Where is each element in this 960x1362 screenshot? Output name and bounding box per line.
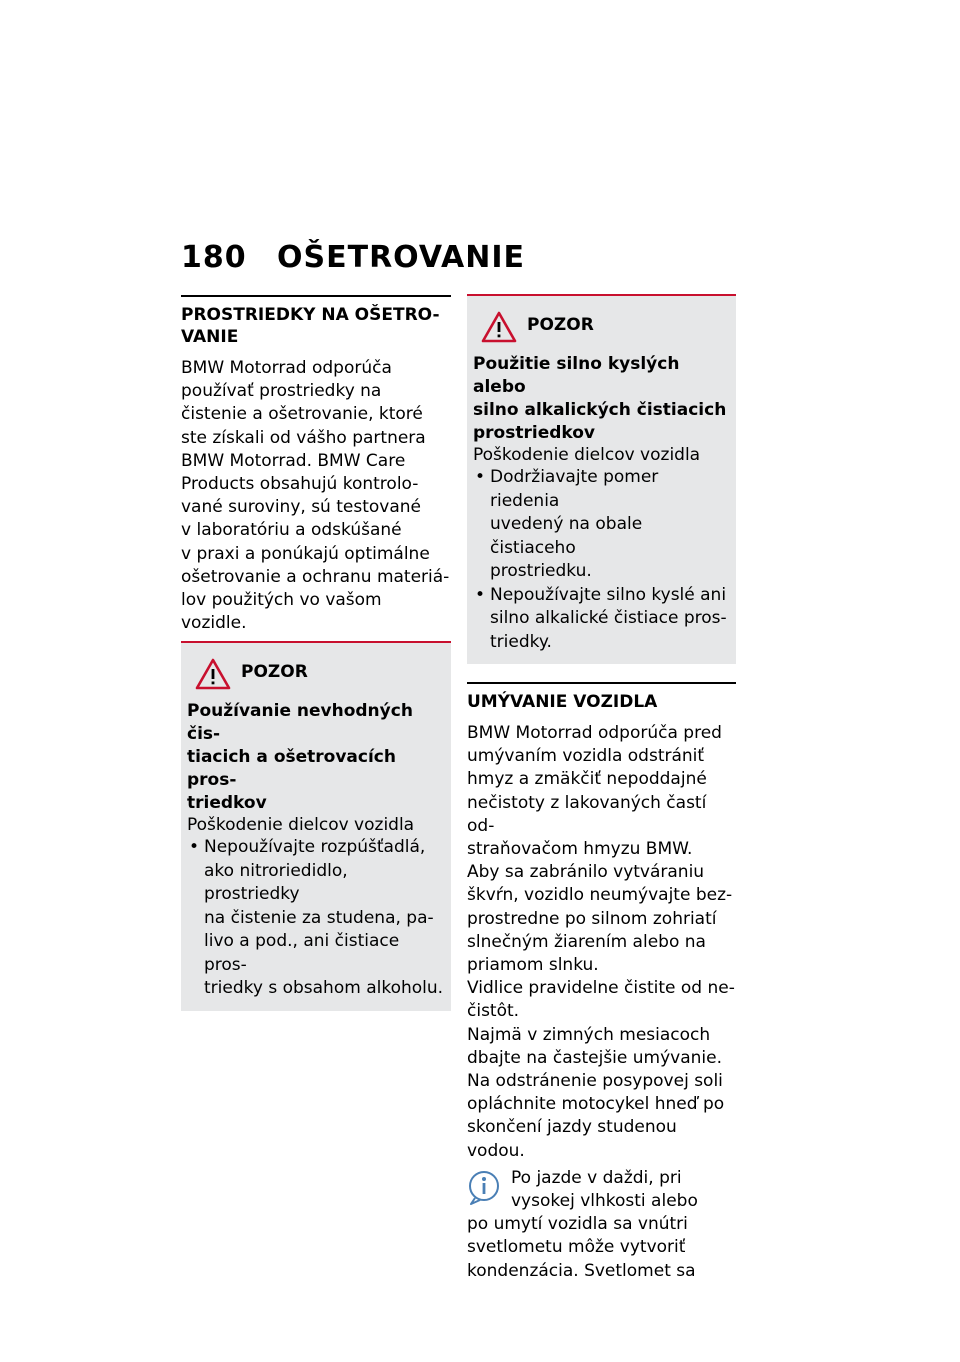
notice-header [473, 311, 730, 341]
bullet-item [187, 836, 445, 1001]
section-title-care-products [181, 304, 451, 348]
text-line: opláchnite motocykel hneď po [467, 1094, 725, 1115]
text-line: svetlometu môže vytvoriť [467, 1237, 686, 1258]
text-line: Na odstránenie posypovej soli [467, 1071, 723, 1092]
bullet-line: • Nepoužívajte silno kyslé ani [490, 584, 727, 605]
text-line: používať prostriedky na [181, 381, 382, 402]
notice-title-line: tiacich a ošetrovacích pros- [187, 747, 396, 791]
text-line: slnečným žiarením alebo na [467, 931, 706, 952]
notice-title [187, 700, 445, 815]
notice-title-line: prostriedkov [473, 423, 595, 443]
text-line: čistôt. [467, 1001, 520, 1022]
section-divider [181, 295, 451, 297]
notice-subtitle: Poškodenie dielcov vozidla [187, 815, 415, 836]
bullet-line: • Nepoužívajte rozpúšťadlá, [204, 837, 426, 858]
section-title-vehicle-washing: UMÝVANIE VOZIDLA [467, 692, 658, 712]
info-note-condensation [467, 1167, 736, 1283]
warning-notice-acidic-agents [467, 296, 736, 664]
notice-title-line: Používanie nevhodných čis- [187, 701, 413, 745]
text-line: Products obsahujú kontrolo- [181, 474, 419, 495]
notice-subtitle: Poškodenie dielcov vozidla [473, 445, 701, 465]
notice-header [187, 658, 445, 688]
bullet-line: triedky. [490, 631, 552, 652]
text-line: ste získali od vášho partnera [181, 427, 426, 448]
notice-title-line: Použitie silno kyslých alebo [473, 354, 680, 397]
text-line: Po jazde v daždi, pri [511, 1167, 682, 1188]
bullet-line: triedky s obsahom alkoholu. [204, 978, 444, 999]
notice-label: POZOR [241, 662, 308, 683]
text-line: v praxi a ponúkajú optimálne [181, 543, 430, 564]
vehicle-washing-paragraph [467, 722, 736, 1163]
notice-label: POZOR [527, 315, 594, 335]
text-line: kondenzácia. Svetlomet sa [467, 1260, 696, 1281]
text-line: Aby sa zabránilo vytváraniu [467, 862, 705, 883]
text-line: skončení jazdy studenou vodou. [467, 1117, 677, 1161]
text-line: BMW Motorrad. BMW Care [181, 450, 406, 471]
warning-triangle-icon [195, 658, 231, 690]
bullet-line: silno alkalické čistiace pros- [490, 608, 727, 628]
text-line: lov použitých vo vašom vozidle. [181, 590, 382, 634]
text-line: BMW Motorrad odporúča pred [467, 723, 722, 743]
page-number: 180 [181, 240, 247, 275]
text-line: BMW Motorrad odporúča [181, 358, 392, 378]
section-divider [467, 682, 736, 684]
text-line: Vidlice pravidelne čistite od ne- [467, 978, 735, 999]
text-line: dbajte na častejšie umývanie. [467, 1047, 722, 1068]
bullet-line: na čistenie za studena, pa- [204, 907, 434, 928]
bullet-line: ako nitroriedidlo, prostriedky [204, 860, 348, 905]
notice-bullet-list [473, 466, 730, 654]
text-line: škvŕn, vozidlo neumývajte bez- [467, 885, 733, 906]
left-column [181, 295, 451, 1011]
notice-title-line: triedkov [187, 793, 267, 814]
bullet-line: prostriedku. [490, 561, 592, 581]
text-line: vané suroviny, sú testované [181, 497, 421, 518]
section-title-line: PROSTRIEDKY NA OŠETRO- [181, 305, 440, 325]
notice-title [473, 353, 730, 445]
text-line: hmyz a zmäkčiť nepoddajné [467, 769, 707, 790]
page-header [181, 240, 525, 275]
warning-triangle-icon [481, 311, 517, 343]
bullet-line: • Dodržiavajte pomer riedenia [490, 467, 659, 511]
notice-title-line: silno alkalických čistiacich [473, 400, 727, 420]
info-icon [467, 1169, 501, 1205]
text-line: straňovačom hmyzu BMW. [467, 839, 693, 860]
warning-notice-cleaning-agents [181, 643, 451, 1011]
text-line: Najmä v zimných mesiacoch [467, 1024, 711, 1045]
text-line: vysokej vlhkosti alebo [511, 1191, 698, 1212]
text-line: po umytí vozidla sa vnútri [467, 1214, 688, 1235]
bullet-item [473, 584, 730, 655]
text-line: ošetrovanie a ochranu materiá- [181, 566, 450, 587]
bullet-item [473, 466, 730, 584]
section-title-line: VANIE [181, 327, 239, 347]
text-line: priamom slnku. [467, 955, 599, 976]
text-line: čistenie a ošetrovanie, ktoré [181, 404, 423, 425]
text-line: prostredne po silnom zohriatí [467, 908, 717, 929]
bullet-line: livo a pod., ani čistiace pros- [204, 931, 400, 975]
chapter-title: OŠETROVANIE [277, 240, 526, 275]
text-line: nečistoty z lakovaných častí od- [467, 792, 707, 836]
text-line: umývaním vozidla odstrániť [467, 746, 705, 767]
notice-bullet-list [187, 836, 445, 1001]
text-line: v laboratóriu a odskúšané [181, 520, 402, 541]
bullet-line: uvedený na obale čistiaceho [490, 514, 643, 558]
right-column [467, 294, 736, 1283]
care-products-paragraph [181, 357, 451, 635]
